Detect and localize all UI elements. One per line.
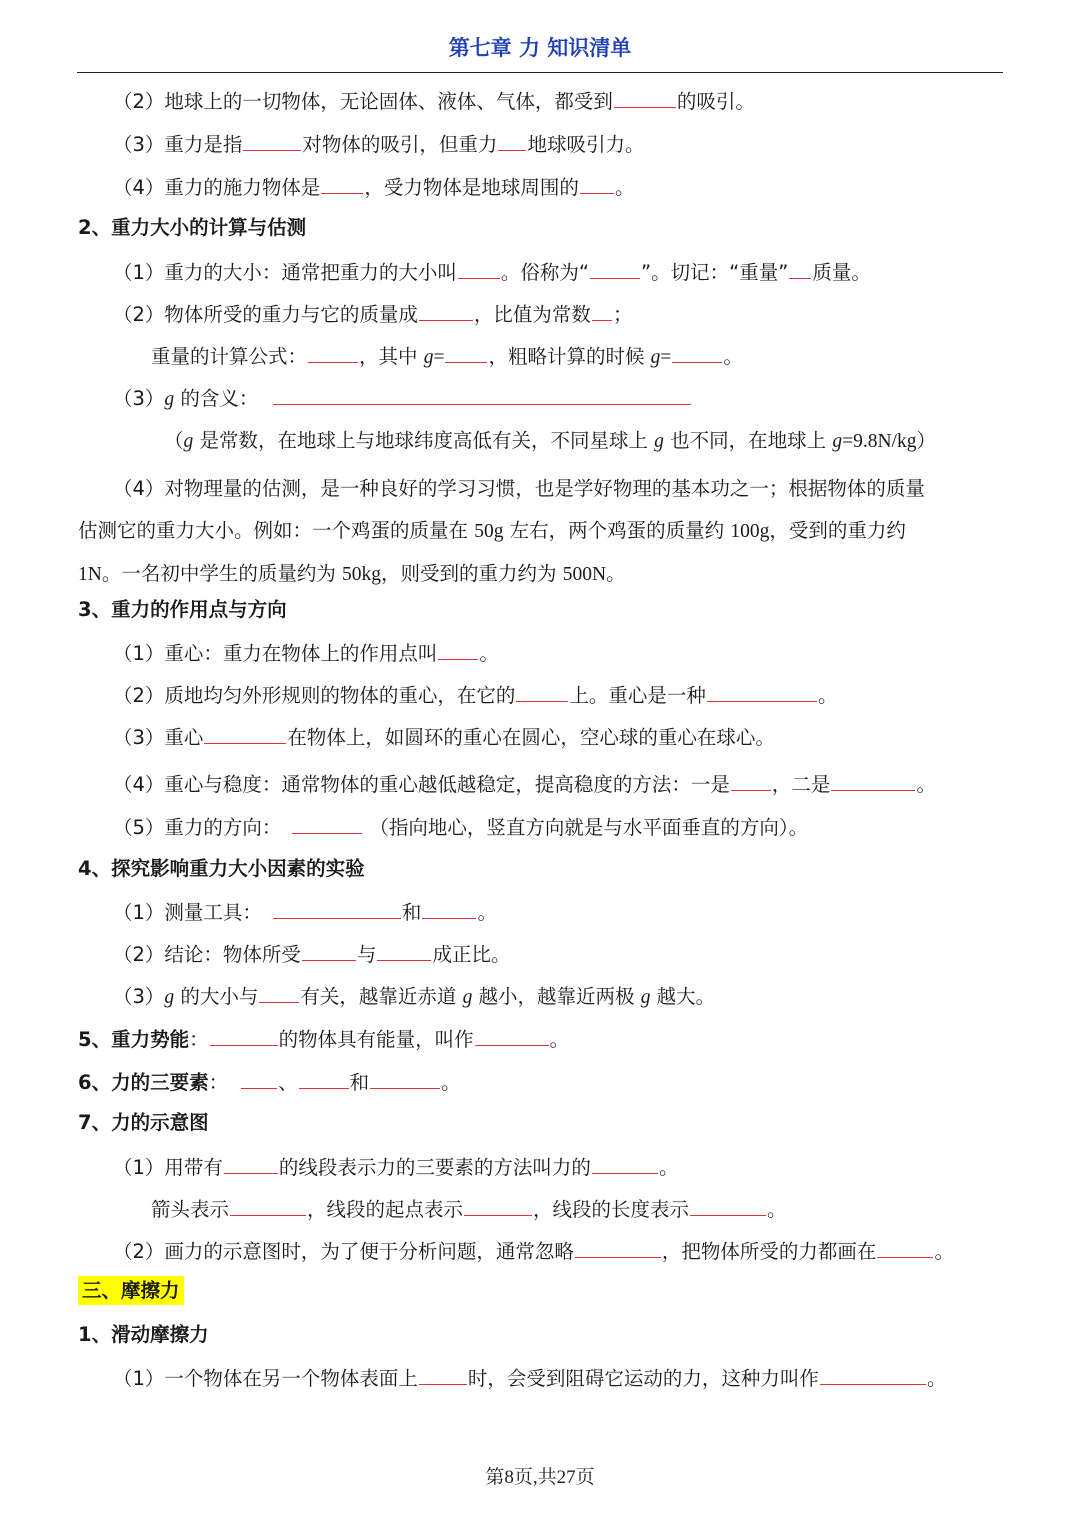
fill-blank[interactable] <box>831 770 915 791</box>
section-heading-3: 3、重力的作用点与方向 <box>78 598 287 621</box>
fill-blank[interactable] <box>377 940 431 961</box>
fill-blank[interactable] <box>422 898 476 919</box>
fill-blank[interactable] <box>321 173 363 194</box>
fill-blank[interactable] <box>241 1068 277 1089</box>
line-estimation-3: 1N。一名初中学生的质量约为 50kg，则受到的重力约为 500N。 <box>78 562 626 585</box>
fill-blank[interactable] <box>273 384 691 405</box>
fill-blank[interactable] <box>707 681 817 702</box>
fill-blank[interactable] <box>592 300 612 321</box>
fill-blank[interactable] <box>590 258 640 279</box>
line-center-of-gravity: （1）重心：重力在物体上的作用点叫 。 <box>113 639 499 667</box>
fill-blank[interactable] <box>789 258 811 279</box>
line-g-note: （g 是常数，在地球上与地球纬度高低有关，不同星球上 g 也不同，在地球上 g=9.8N/kg） <box>164 429 936 452</box>
line-estimation-1: （4）对物理量的估测，是一种良好的学习习惯，也是学好物理的基本功之一；根据物体的质量 <box>113 477 925 500</box>
line-regular-object: （2）质地均匀外形规则的物体的重心，在它的 上。重心是一种 。 <box>113 681 837 709</box>
line-force-diagram-3: （2）画力的示意图时，为了便于分析问题，通常忽略 ，把物体所受的力都画在 。 <box>113 1237 954 1265</box>
fill-blank[interactable] <box>438 639 478 660</box>
fill-blank[interactable] <box>672 342 722 363</box>
line-gravity-magnitude: （1）重力的大小：通常把重力的大小叫 。俗称为“ ”。切记：“重量” 质量。 <box>113 258 871 286</box>
fill-blank[interactable] <box>690 1195 766 1216</box>
section-heading-sliding-friction: 1、滑动摩擦力 <box>78 1323 209 1346</box>
page-number: 第8页,共27页 <box>485 1467 595 1488</box>
line-sliding-friction: （1）一个物体在另一个物体表面上 时，会受到阻碍它运动的力，这种力叫作 。 <box>113 1364 946 1392</box>
fill-blank[interactable] <box>230 1195 306 1216</box>
fill-blank[interactable] <box>580 173 614 194</box>
line-g-meaning: （3）g 的含义： <box>113 384 692 413</box>
page-title: 第七章 力 知识清单 <box>448 36 632 60</box>
line-conclusion: （2）结论：物体所受 与 成正比。 <box>113 940 510 968</box>
fill-blank[interactable] <box>204 723 286 744</box>
line-g-latitude: （3）g 的大小与 有关，越靠近赤道 g 越小，越靠近两极 g 越大。 <box>113 982 715 1011</box>
line-tools: （1）测量工具： 和 。 <box>113 898 497 926</box>
fill-blank[interactable] <box>820 1364 926 1385</box>
fill-blank[interactable] <box>458 258 500 279</box>
section-heading-7: 7、力的示意图 <box>78 1111 209 1134</box>
line-estimation-2: 估测它的重力大小。例如：一个鸡蛋的质量在 50g 左右，两个鸡蛋的质量约 100g，受到的重力约 <box>78 519 906 542</box>
fill-blank[interactable] <box>419 1364 467 1385</box>
fill-blank[interactable] <box>224 1153 278 1174</box>
fill-blank[interactable] <box>370 1068 440 1089</box>
fill-blank[interactable] <box>731 770 771 791</box>
fill-blank[interactable] <box>259 982 299 1003</box>
fill-blank[interactable] <box>592 1153 658 1174</box>
section-heading-2: 2、重力大小的计算与估测 <box>78 216 307 239</box>
fill-blank[interactable] <box>299 1068 349 1089</box>
fill-blank[interactable] <box>243 130 301 151</box>
line-formula: 重量的计算公式： ，其中 g= ，粗略计算的时候 g= 。 <box>151 342 743 371</box>
line-force-diagram-1: （1）用带有 的线段表示力的三要素的方法叫力的 。 <box>113 1153 678 1181</box>
line-center-location: （3）重心 在物体上，如圆环的重心在圆心，空心球的重心在球心。 <box>113 723 775 751</box>
fill-blank[interactable] <box>210 1025 278 1046</box>
line-proportional: （2）物体所受的重力与它的质量成 ，比值为常数 ； <box>113 300 632 328</box>
line-4-gravity-source: （4）重力的施力物体是 ，受力物体是地球周围的 。 <box>113 173 634 201</box>
fill-blank[interactable] <box>273 898 401 919</box>
fill-blank[interactable] <box>302 940 356 961</box>
fill-blank[interactable] <box>498 130 526 151</box>
section-heading-6: 6、力的三要素： 、 和 。 <box>78 1068 461 1096</box>
fill-blank[interactable] <box>877 1237 933 1258</box>
chapter-section-friction <box>78 1278 184 1304</box>
section-heading-4: 4、探究影响重力大小因素的实验 <box>78 857 365 880</box>
line-stability: （4）重心与稳度：通常物体的重心越低越稳定，提高稳度的方法：一是 ，二是 。 <box>113 770 936 798</box>
fill-blank[interactable] <box>614 87 676 108</box>
fill-blank[interactable] <box>292 813 362 834</box>
fill-blank[interactable] <box>445 342 487 363</box>
line-3-gravity-definition: （3）重力是指 对物体的吸引，但重力 地球吸引力。 <box>113 130 644 158</box>
highlighted-heading: 三、摩擦力 <box>78 1276 184 1305</box>
fill-blank[interactable] <box>475 1025 549 1046</box>
line-force-diagram-2: 箭头表示 ，线段的起点表示 ，线段的长度表示 。 <box>151 1195 787 1223</box>
section-heading-5: 5、重力势能： 的物体具有能量，叫作 。 <box>78 1025 569 1053</box>
fill-blank[interactable] <box>419 300 473 321</box>
fill-blank[interactable] <box>308 342 358 363</box>
fill-blank[interactable] <box>516 681 568 702</box>
fill-blank[interactable] <box>464 1195 532 1216</box>
line-gravity-direction: （5）重力的方向： （指向地心，竖直方向就是与水平面垂直的方向）。 <box>113 813 808 841</box>
header-divider <box>77 72 1003 73</box>
line-2-earth-objects: （2）地球上的一切物体，无论固体、液体、气体，都受到 的吸引。 <box>113 87 755 115</box>
fill-blank[interactable] <box>575 1237 661 1258</box>
